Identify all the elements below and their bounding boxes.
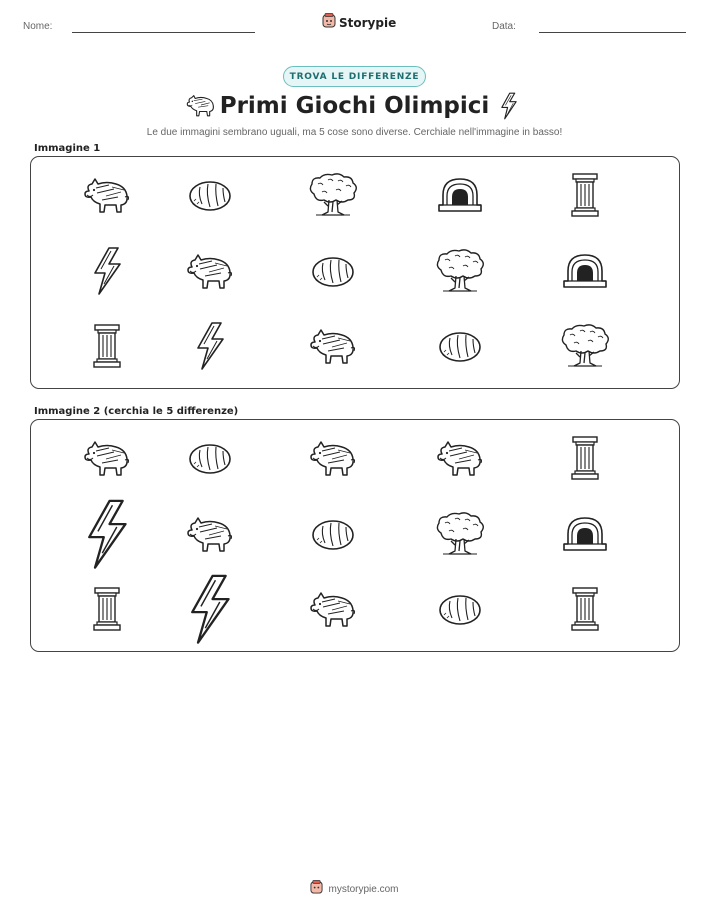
column-icon[interactable]	[92, 586, 122, 632]
storypie-mascot-icon	[310, 880, 323, 899]
date-field[interactable]	[539, 32, 686, 33]
lightning-title-icon	[499, 91, 519, 125]
instructions-text: Le due immagini sembrano uguali, ma 5 cose sono diverse. Cerchiale nell'immagine in basso!	[146, 127, 563, 138]
brand-logo	[322, 13, 396, 33]
activity-badge: TROVA LE DIFFERENZE	[283, 66, 426, 87]
boar-icon[interactable]	[308, 589, 358, 629]
bread-icon	[436, 328, 484, 364]
boar-icon[interactable]	[185, 514, 235, 554]
bread-icon	[309, 253, 357, 289]
olive-tree-icon	[558, 323, 612, 369]
boar-icon	[82, 175, 132, 215]
column-icon	[92, 323, 122, 369]
image1-label: Immagine 1	[34, 143, 101, 154]
image2-label: Immagine 2 (cerchia le 5 differenze)	[34, 406, 239, 417]
bread-icon[interactable]	[309, 516, 357, 552]
boar-icon[interactable]	[308, 438, 358, 478]
lightning-icon	[193, 321, 227, 371]
boar-icon	[308, 326, 358, 366]
boar-icon[interactable]	[435, 438, 485, 478]
image1-panel	[30, 156, 680, 389]
image2-panel[interactable]	[30, 419, 680, 652]
oven-icon	[560, 251, 610, 291]
boar-icon	[185, 251, 235, 291]
bread-icon[interactable]	[436, 591, 484, 627]
bread-icon	[186, 177, 234, 213]
name-field[interactable]	[72, 32, 255, 33]
column-icon[interactable]	[570, 586, 600, 632]
storypie-mascot-icon	[322, 13, 336, 33]
olive-tree-icon[interactable]	[433, 511, 487, 557]
lightning-icon	[90, 246, 124, 296]
boar-icon[interactable]	[82, 438, 132, 478]
bread-icon[interactable]	[186, 440, 234, 476]
footer	[0, 880, 709, 899]
lightning-icon[interactable]	[185, 573, 234, 646]
footer-site: mystorypie.com	[328, 884, 399, 895]
name-label: Nome:	[23, 21, 53, 32]
date-label: Data:	[492, 21, 516, 32]
brand-name: Storypie	[339, 16, 397, 30]
page-title: Primi Giochi Olimpici	[219, 93, 490, 119]
column-icon[interactable]	[570, 435, 600, 481]
lightning-icon[interactable]	[82, 498, 131, 571]
column-icon	[570, 172, 600, 218]
olive-tree-icon	[306, 172, 360, 218]
olive-tree-icon	[433, 248, 487, 294]
oven-icon[interactable]	[560, 514, 610, 554]
oven-icon	[435, 175, 485, 215]
